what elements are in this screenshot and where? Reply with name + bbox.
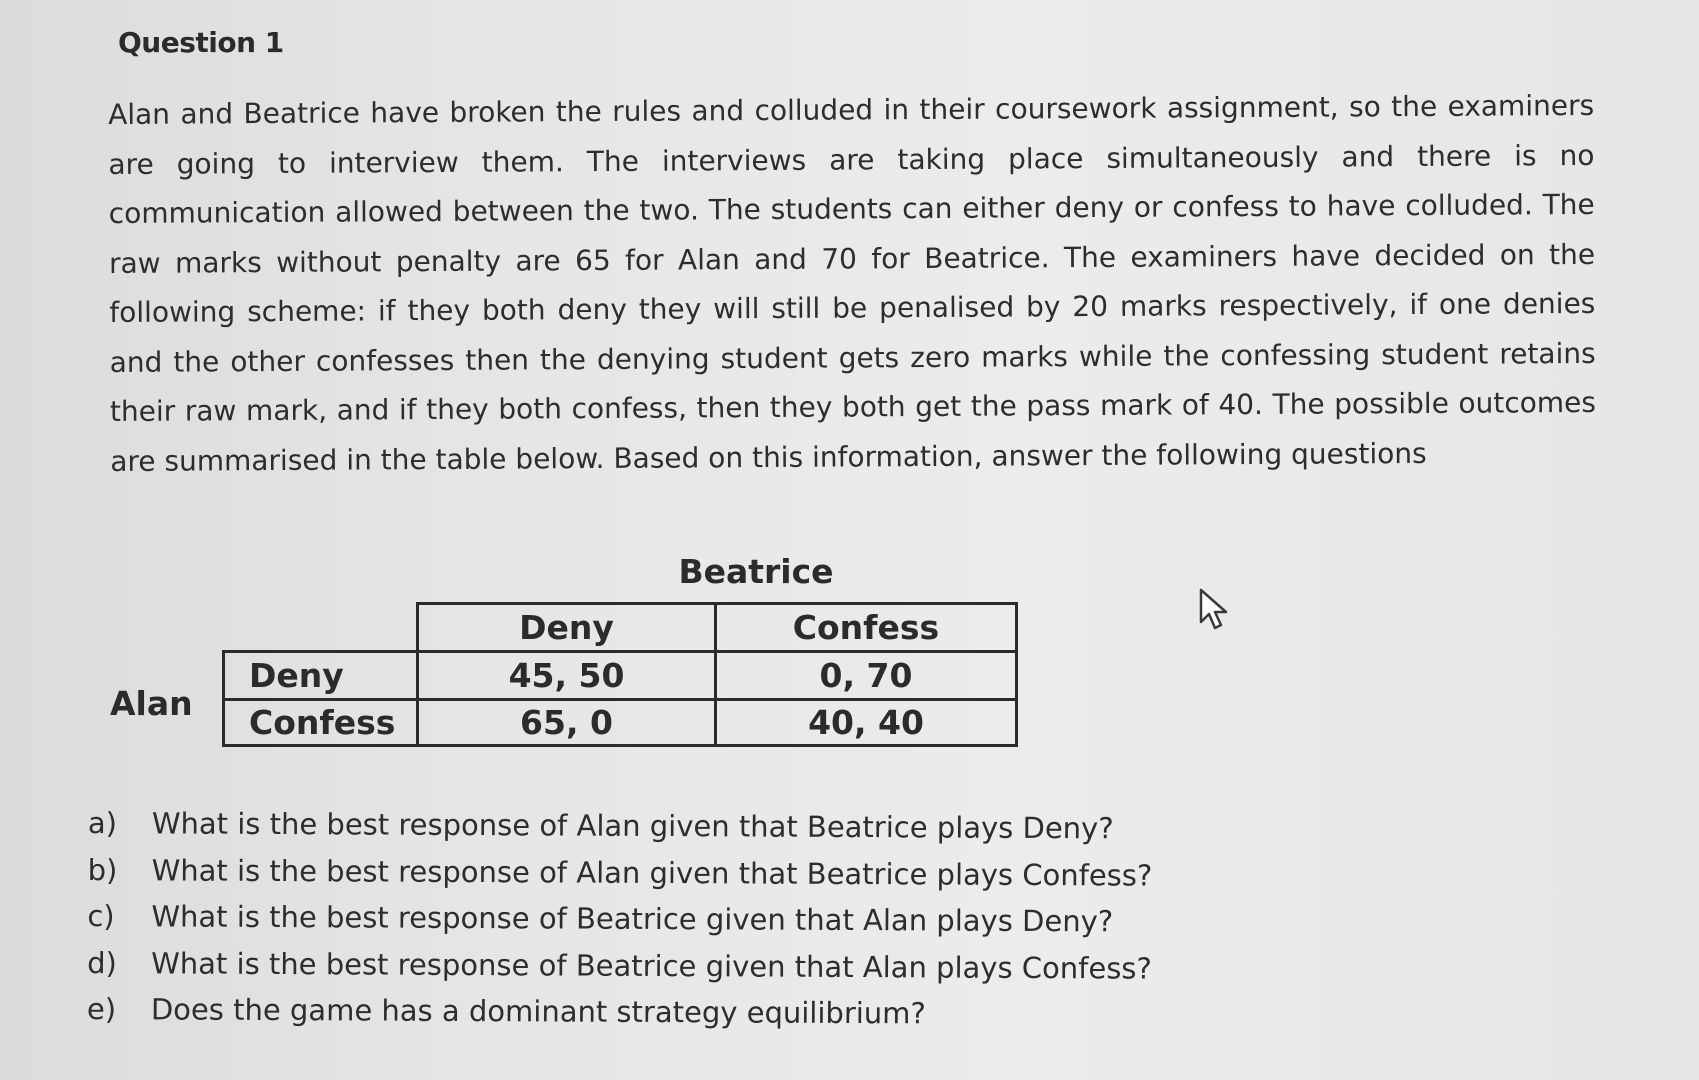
question-title: Question 1 <box>118 26 284 59</box>
question-text: What is the best response of Alan given that Beatrice plays Deny? <box>151 806 1114 846</box>
list-item <box>88 846 1288 899</box>
list-item <box>87 893 1287 946</box>
column-player-label: Beatrice <box>678 552 834 591</box>
payoff-cell: 65, 0 <box>520 703 613 742</box>
payoff-cell: 40, 40 <box>808 703 924 742</box>
question-text: Does the game has a dominant strategy equilibrium? <box>150 992 926 1031</box>
column-header-deny: Deny <box>519 608 614 647</box>
question-label: a) <box>87 805 118 841</box>
question-label: e) <box>86 991 117 1027</box>
question-label: d) <box>87 945 117 980</box>
payoff-table <box>108 552 1028 762</box>
table-border-right <box>1015 602 1018 747</box>
list-item <box>87 986 1287 1039</box>
payoff-cell: 0, 70 <box>819 656 913 695</box>
question-list <box>87 800 1288 1039</box>
question-text: What is the best response of Beatrice given that Alan plays Deny? <box>151 899 1114 939</box>
question-text: What is the best response of Alan given that Beatrice plays Confess? <box>151 852 1153 893</box>
payoff-cell: 45, 50 <box>508 656 625 695</box>
question-paragraph: Alan and Beatrice have broken the rules and colluded in their coursework assignment, so the examiners are going to interview them. The interviews are taking place simultaneously and there is no communication allowed between the two. The students can either deny or confess to have colluded. The raw marks without penalty are 65 for Alan and 70 for Beatrice. The examiners have decided on the following scheme: if they both deny they will still be penalised by 20 marks respectively, if one denies and the other confesses then the denying student gets zero marks while the confessing student retains their raw mark, and if they both confess, then they both get the pass mark of 40. The possible outcomes are summarised in the table below. Based on this information, answer the following questions <box>108 88 1597 478</box>
list-item <box>87 939 1287 992</box>
question-text: What is the best response of Beatrice given that Alan plays Confess? <box>151 945 1152 986</box>
row-label-deny: Deny <box>249 656 344 695</box>
question-label: c) <box>87 898 115 934</box>
row-player-label: Alan <box>110 684 193 723</box>
question-label: b) <box>87 852 118 887</box>
column-header-confess: Confess <box>792 608 940 647</box>
list-item <box>88 800 1288 853</box>
table-border-bottom <box>222 744 1018 747</box>
row-label-confess: Confess <box>249 703 396 742</box>
arrow-pointer-icon <box>1198 588 1234 632</box>
